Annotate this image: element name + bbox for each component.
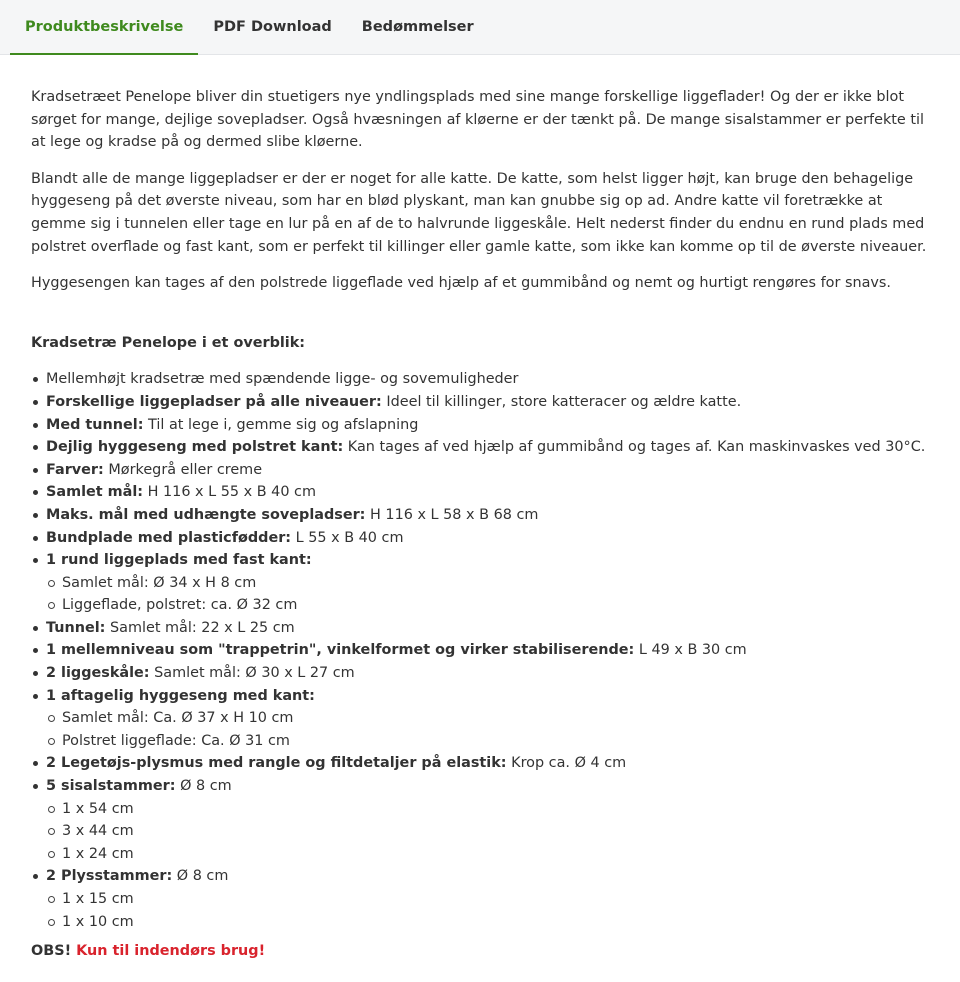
spec-subitem: Samlet mål: Ø 34 x H 8 cm	[62, 572, 938, 595]
spec-label: 2 Plysstammer:	[46, 868, 173, 885]
description-paragraph-2: Blandt alle de mange liggepladser er der er noget for alle katte. De katte, som helst ligger højt, kan bruge den behagelige hyggeseng på det øverste niveau, som har en blød plyskant, man kan gnubbe sig op ad. Andre katte vil foretrække at gemme sig i tunnelen eller tage en lur på en af de to halvrunde liggeskåle. Helt nederst finder du endnu en rund plads med polstret overflade og fast kant, som er perfekt til killinger eller gamle katte, som ikke kan komme op til de øverste niveauer.	[31, 170, 927, 255]
product-description	[0, 55, 960, 963]
spec-item	[46, 459, 938, 482]
notice-suffix: !	[258, 943, 266, 960]
spec-item	[46, 481, 938, 504]
spec-subitem: Polstret liggeflade: Ca. Ø 31 cm	[62, 730, 938, 753]
spec-label: Bundplade med plasticfødder:	[46, 529, 292, 546]
spec-item	[46, 527, 938, 550]
spec-label: Samlet mål:	[46, 484, 144, 501]
description-paragraph-1: Kradsetræet Penelope bliver din stuetigers nye yndlingsplads med sine mange forskellige liggeflader! Og der er ikke blot sørget for mange, dejlige sovepladser. Også hvæsningen af kløerne er der tænkt på. De mange sisalstammer er perfekte til at lege og kradse på og dermed slibe kløerne.	[31, 89, 924, 151]
spec-item	[46, 662, 938, 685]
spec-label: Forskellige liggepladser på alle niveauer:	[46, 393, 382, 410]
indoor-notice	[31, 940, 938, 963]
spec-value: Kan tages af ved hjælp af gummibånd og tages af. Kan maskinvaskes ved 30°C.	[343, 439, 926, 456]
spec-value: Til at lege i, gemme sig og afslapning	[143, 416, 419, 433]
spec-value: Samlet mål: 22 x L 25 cm	[105, 619, 295, 636]
notice-highlight: Kun til indendørs brug	[76, 943, 259, 960]
spec-subitem: 1 x 54 cm	[62, 798, 938, 821]
spec-item	[46, 391, 938, 414]
spec-list	[31, 368, 938, 933]
tab-bedommelser[interactable]: Bedømmelser	[361, 19, 474, 35]
spec-value: Ø 8 cm	[175, 778, 232, 795]
spec-item	[46, 775, 938, 865]
spec-label: 1 aftagelig hyggeseng med kant:	[46, 687, 315, 704]
spec-label: Med tunnel:	[46, 416, 144, 433]
spec-sublist	[46, 798, 938, 866]
spec-subitem: 1 x 24 cm	[62, 843, 938, 866]
spec-subitem: 3 x 44 cm	[62, 820, 938, 843]
spec-subitem: Liggeflade, polstret: ca. Ø 32 cm	[62, 594, 938, 617]
description-paragraph-3: Hyggesengen kan tages af den polstrede liggeflade ved hjælp af et gummibånd og nemt og hurtigt rengøres for snavs.	[31, 275, 891, 292]
spec-value: L 49 x B 30 cm	[634, 642, 747, 659]
spec-label: 2 liggeskåle:	[46, 665, 150, 682]
spec-item	[46, 504, 938, 527]
tab-bar	[0, 0, 960, 55]
spec-item	[46, 639, 938, 662]
overview-title: Kradsetræ Penelope i et overblik:	[31, 334, 306, 351]
spec-value: Mellemhøjt kradsetræ med spændende ligge- og sovemuligheder	[46, 371, 519, 388]
spec-value: Ø 8 cm	[172, 868, 229, 885]
spec-sublist	[46, 888, 938, 933]
spec-sublist	[46, 707, 938, 752]
spec-value: H 116 x L 55 x B 40 cm	[143, 484, 316, 501]
spec-value: Samlet mål: Ø 30 x L 27 cm	[149, 665, 355, 682]
spec-value: Krop ca. Ø 4 cm	[506, 755, 627, 772]
spec-value: Mørkegrå eller creme	[103, 461, 263, 478]
spec-subitem: Samlet mål: Ca. Ø 37 x H 10 cm	[62, 707, 938, 730]
notice-prefix: OBS!	[31, 943, 72, 960]
spec-label: 1 mellemniveau som "trappetrin", vinkelformet og virker stabiliserende:	[46, 642, 635, 659]
spec-label: Maks. mål med udhængte sovepladser:	[46, 506, 366, 523]
spec-item	[46, 865, 938, 933]
spec-subitem: 1 x 15 cm	[62, 888, 938, 911]
tab-produktbeskrivelse[interactable]: Produktbeskrivelse	[10, 0, 198, 54]
spec-value: L 55 x B 40 cm	[291, 529, 404, 546]
spec-sublist	[46, 572, 938, 617]
spec-label: 2 Legetøjs-plysmus med rangle og filtdetaljer på elastik:	[46, 755, 507, 772]
spec-item	[46, 414, 938, 437]
spec-label: Tunnel:	[46, 619, 106, 636]
spec-item	[46, 368, 938, 391]
spec-subitem: 1 x 10 cm	[62, 911, 938, 934]
spec-label: 5 sisalstammer:	[46, 778, 176, 795]
tab-pdf-download[interactable]: PDF Download	[213, 19, 332, 35]
spec-item	[46, 685, 938, 753]
spec-label: 1 rund liggeplads med fast kant:	[46, 552, 312, 569]
spec-item	[46, 549, 938, 617]
spec-label: Dejlig hyggeseng med polstret kant:	[46, 439, 344, 456]
spec-item	[46, 436, 938, 459]
spec-item	[46, 752, 938, 775]
spec-value: H 116 x L 58 x B 68 cm	[365, 506, 539, 523]
spec-value: Ideel til killinger, store katteracer og ældre katte.	[381, 393, 742, 410]
spec-item	[46, 617, 938, 640]
spec-label: Farver:	[46, 461, 104, 478]
